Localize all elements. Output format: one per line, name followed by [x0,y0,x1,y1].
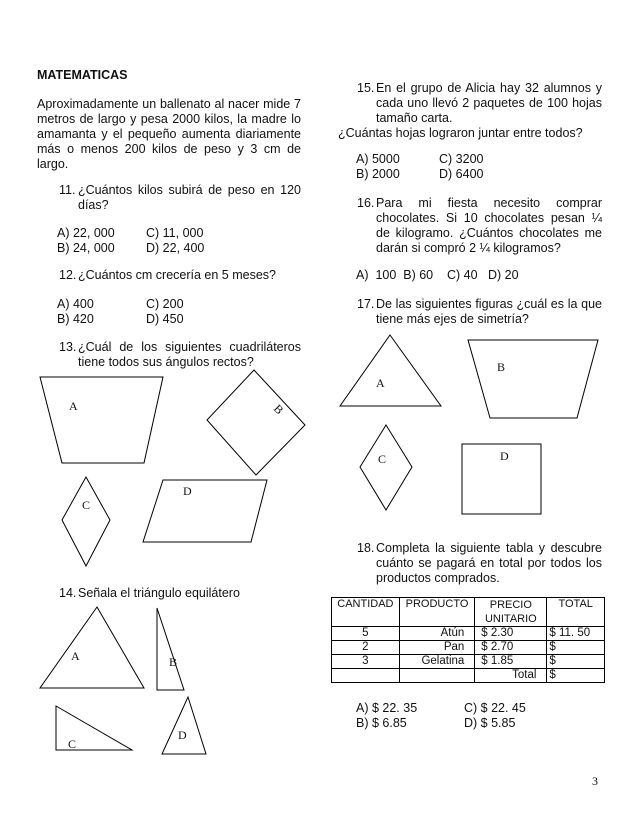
triangle-label-c: C [68,737,77,751]
cell: $ 2.30 [475,627,547,641]
rhombus-c[interactable] [62,477,110,566]
cell: Total [475,669,547,683]
header-cantidad: CANTIDAD [332,598,400,627]
q16-options[interactable]: A) 100 B) 60 C) 40 D) 20 [356,268,519,282]
q18-option-b[interactable]: B) $ 6.85 [356,716,407,730]
shape-label-a: A [69,399,78,413]
question-text: Señala el triángulo equilátero [78,586,240,600]
triangle-label-a: A [71,649,80,663]
triangle-a[interactable] [40,607,144,688]
table-row [332,655,605,669]
triangle-figure-a[interactable] [340,335,441,406]
q11-option-d[interactable]: D) 22, 400 [146,241,205,255]
cell [332,669,400,683]
q11-option-a[interactable]: A) 22, 000 [57,226,115,240]
answer-cell[interactable]: $ [547,669,605,683]
cell: 2 [332,641,400,655]
question-17 [357,297,602,327]
cell: $ 11. 50 [547,627,605,641]
triangle-b[interactable] [157,608,184,690]
question-number: 12. [59,268,77,282]
question-number: 18. [357,541,375,555]
question-text: ¿Cuántos kilos subirá de peso en 120 días? [78,183,301,212]
figure-label-c: C [378,452,387,466]
question-text: De las siguientes figuras ¿cuál es la que tiene más ejes de simetría? [376,297,602,326]
figure-label-d: D [500,449,509,463]
shape-label-c: C [82,498,91,512]
q15-option-c[interactable]: C) 3200 [439,152,484,166]
question-15 [357,81,602,126]
q11-option-b[interactable]: B) 24, 000 [57,241,115,255]
q12-option-d[interactable]: D) 450 [146,312,184,326]
question-16 [357,196,602,256]
cell: 5 [332,627,400,641]
products-table [331,597,605,683]
cell [399,669,475,683]
page-number: 3 [592,774,598,788]
table-row [332,627,605,641]
question-text: En el grupo de Alicia hay 32 alumnos y cada uno llevó 2 paquetes de 100 hojas tamaño carta. [376,81,602,125]
question-number: 14. [59,586,77,600]
question-number: 15. [357,81,375,95]
table-row [332,641,605,655]
q18-option-c[interactable]: C) $ 22. 45 [464,701,526,715]
question-18 [357,541,602,586]
figure-label-b: B [497,360,506,374]
q15-option-b[interactable]: B) 2000 [356,167,400,181]
question-text: ¿Cuántos cm crecería en 5 meses? [78,268,276,282]
q12-option-a[interactable]: A) 400 [57,297,94,311]
cell: Pan [399,641,475,655]
q15-option-a[interactable]: A) 5000 [356,152,400,166]
question-text: Para mi fiesta necesito comprar chocolates. Si 10 chocolates pesan ¼ de kilogramo. ¿Cuántos chocolates me darán si compró 2 ¼ kilogramos? [376,196,602,255]
q15-option-d[interactable]: D) 6400 [439,167,484,181]
header-producto: PRODUCTO [399,598,475,627]
header-total: TOTAL [547,598,605,627]
cell: $ 1.85 [475,655,547,669]
q15-question: ¿Cuántas hojas lograron juntar entre todos? [338,126,583,140]
question-number: 11. [59,183,76,197]
q11-option-c[interactable]: C) 11, 000 [146,226,204,240]
question-number: 17. [357,297,375,311]
cell: Atún [399,627,475,641]
parallelogram-d[interactable] [143,480,267,542]
q12-option-c[interactable]: C) 200 [146,297,184,311]
intro-paragraph: Aproximadamente un ballenato al nacer mide 7 metros de largo y pesa 2000 kilos, la madre lo amamanta y el pequeño aumenta diariamente más o menos 200 kilos de peso y 3 cm de largo. [37,97,301,171]
shape-label-d: D [183,484,192,498]
rhombus-figure-c[interactable] [360,425,412,510]
shape-label-b: B [270,401,287,418]
question-14 [59,586,301,601]
question-text: ¿Cuál de los siguientes cuadriláteros tiene todos sus ángulos rectos? [78,340,301,369]
figure-label-a: A [376,376,385,390]
header-precio: PRECIO UNITARIO [475,598,547,627]
table-row [332,669,605,683]
q18-option-a[interactable]: A) $ 22. 35 [356,701,418,715]
triangle-label-b: B [169,655,178,669]
page-title: MATEMATICAS [37,68,128,82]
question-number: 16. [357,196,375,210]
triangle-d[interactable] [162,697,206,754]
square-b[interactable] [207,370,305,475]
answer-cell[interactable]: $ [547,655,605,669]
cell: $ 2.70 [475,641,547,655]
trapezoid-a[interactable] [40,377,163,463]
question-number: 13. [59,340,77,354]
q12-option-b[interactable]: B) 420 [57,312,94,326]
q18-option-d[interactable]: D) $ 5.85 [464,716,516,730]
question-text: Completa la siguiente tabla y descubre cuánto se pagará en total por todos los productos comprados. [376,541,602,585]
answer-cell[interactable]: $ [547,641,605,655]
triangle-label-d: D [178,728,187,742]
table-header-row [332,598,605,627]
trapezoid-figure-b[interactable] [468,340,598,418]
cell: Gelatina [399,655,475,669]
cell: 3 [332,655,400,669]
